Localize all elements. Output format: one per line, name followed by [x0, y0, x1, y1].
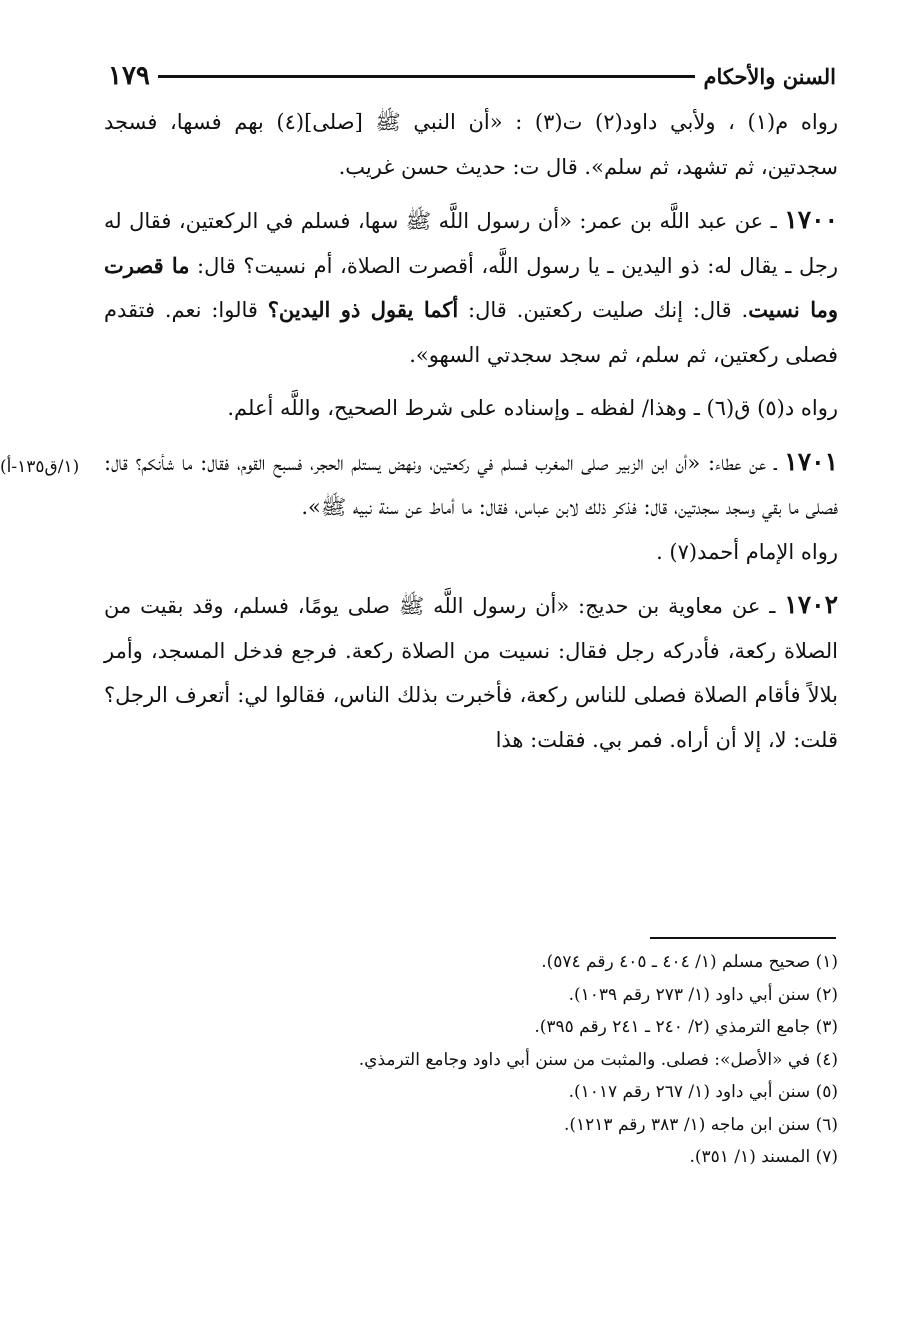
- hadith-number: ١٧٠٢: [784, 590, 838, 619]
- hadith-bold-phrase: ما قصرت وما نسيت: [104, 252, 838, 322]
- hadith-text: ـ عن عبد اللَّه بن عمر: «أن رسول اللَّه ﷺ سها، فسلم في الركعتين، فقال له رجل ـ يقال له: ذو اليدين ـ يا رسول اللَّه، أقصرت الصلاة، أم نسيت؟ قال:: [104, 209, 838, 278]
- paragraph-text: رواه د(٥) ق(٦) ـ وهذا/ لفظه ـ وإسناده على شرط الصحيح، واللَّه أعلم.: [227, 396, 838, 420]
- hadith-text: قالوا: نعم. فتقدم فصلى ركعتين، ثم سلم، ثم سجد سجدتي السهو».: [104, 298, 838, 367]
- footnote: (٧) المسند (١/ ٣٥١).: [689, 1147, 838, 1167]
- footnote: (٦) سنن ابن ماجه (١/ ٣٨٣ رقم ١٢١٣).: [563, 1114, 838, 1135]
- hadith-number: ١٧٠١: [784, 446, 838, 476]
- hadith-bold-phrase: أكما يقول ذو اليدين؟: [267, 297, 459, 322]
- hadith-text: . قال: إنك صليت ركعتين. قال:: [458, 298, 749, 322]
- footnote: (٣) جامع الترمذي (٢/ ٢٤٠ ـ ٢٤١ رقم ٣٩٥).: [534, 1017, 838, 1037]
- paragraph-text: رواه م(١) ، ولأبي داود(٢) ت(٣) : «أن النبي ﷺ [صلى](٤) بهم فسها، فسجد سجدتين، ثم تشهد، ثم سلم». قال ت: حديث حسن غريب.: [104, 110, 838, 179]
- hadith-text: ـ عن معاوية بن حديج: «أن رسول اللَّه ﷺ صلى يومًا، فسلم، وقد بقيت من الصلاة ركعة، فأدركه رجل فقال: نسيت من الصلاة ركعة. فرجع فدخل المسجد، وأمر بلالاً فأقام الصلاة فصلى للناس ركعة، فأخبرت بذلك الناس، فقالوا لي: أتعرف الرجل؟ قلت: لا، إلا أن أراه. فمر بي. فقلت: هذا: [104, 594, 838, 752]
- hadith-1702: [104, 583, 838, 762]
- footnote: (٥) سنن أبي داود (١/ ٢٦٧ رقم ١٠١٧).: [568, 1082, 838, 1102]
- hadith-number: ١٧٠٠: [784, 205, 838, 234]
- hadith-1700: [104, 198, 838, 377]
- page-number: ١٧٩: [108, 61, 150, 91]
- footnote: (٢) سنن أبي داود (١/ ٢٧٣ رقم ١٠٣٩).: [568, 984, 838, 1005]
- paragraph: [104, 100, 838, 189]
- manuscript-folio-note: (١/ق١٣٥-أ): [0, 457, 80, 477]
- main-text: [104, 100, 838, 762]
- paragraph-text: رواه الإمام أحمد(٧) .: [656, 539, 838, 564]
- footnote-separator: [650, 937, 836, 939]
- footnotes: [104, 946, 838, 1174]
- footnote: (١) صحيح مسلم (١/ ٤٠٤ ـ ٤٠٥ رقم ٥٧٤).: [541, 952, 838, 972]
- hadith-1701: [104, 440, 838, 530]
- paragraph: [104, 386, 838, 431]
- running-header: [108, 58, 836, 94]
- book-title: السنن والأحكام: [703, 63, 836, 89]
- hadith-text: ـ عن عطاء: «أن ابن الزبير صلى المغرب فسلم في ركعتين، ونهض يستلم الحجر، فسبح القوم، فقال: ما شأنكم؟ قال: فصلى ما بقي وسجد سجدتين، قال: فذكر ذلك لابن عباس، فقال: ما أماط عن سنة نبيه ﷺ».: [104, 450, 838, 519]
- paragraph: [104, 530, 838, 575]
- header-rule: [158, 75, 696, 78]
- footnote: (٤) في «الأصل»: فصلى. والمثبت من سنن أبي داود وجامع الترمذي.: [358, 1049, 838, 1070]
